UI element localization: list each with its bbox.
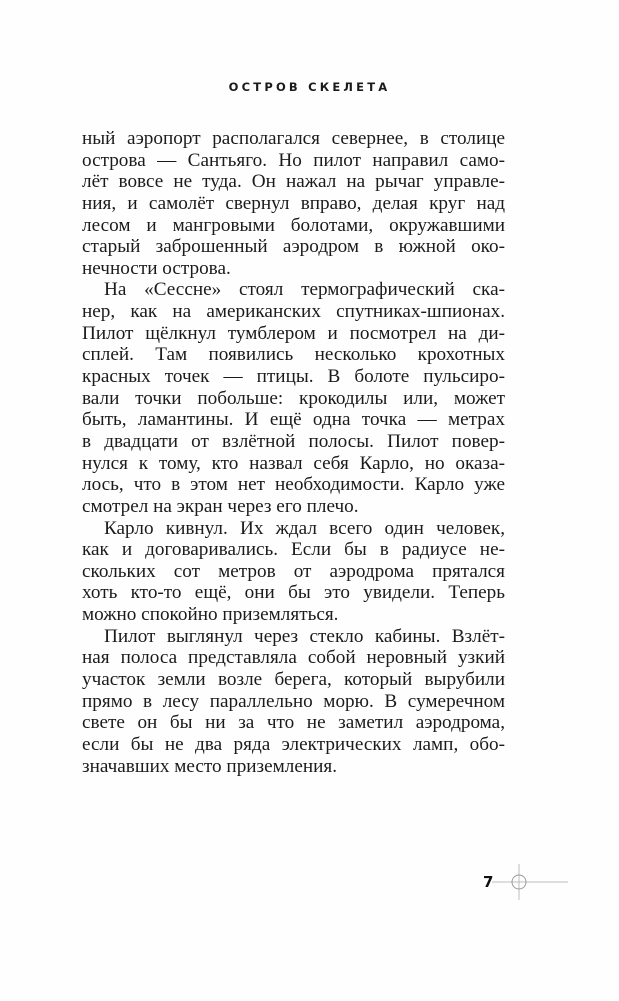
text-line: Пилот щёлкнул тумблером и посмотрел на ди- bbox=[82, 322, 505, 344]
text-line: в двадцати от взлётной полосы. Пилот повер- bbox=[82, 430, 505, 452]
text-line: Карло кивнул. Их ждал всего один человек, bbox=[104, 517, 505, 539]
text-line: участок земли возле берега, который вырубили bbox=[82, 669, 505, 691]
text-line: свете он бы ни за что не заметил аэродрома, bbox=[82, 712, 505, 734]
paragraph bbox=[82, 279, 505, 517]
text-line: На «Сессне» стоял термографический ска- bbox=[104, 279, 505, 301]
text-line: лось, что в этом нет необходимости. Карло уже bbox=[82, 474, 505, 496]
body-text bbox=[82, 128, 505, 777]
text-line: смотрел на экран через его плечо. bbox=[82, 495, 359, 517]
text-line: старый заброшенный аэродром в южной око- bbox=[82, 236, 505, 258]
text-line: хоть кто-то ещё, они бы это увидели. Теперь bbox=[82, 582, 505, 604]
text-line: сплей. Там появились несколько крохотных bbox=[82, 344, 505, 366]
text-line: скольких сот метров от аэродрома прятался bbox=[82, 560, 505, 582]
text-line: нечности острова. bbox=[82, 257, 231, 279]
paragraph bbox=[82, 518, 505, 626]
text-line: острова — Сантьяго. Но пилот направил само- bbox=[82, 149, 505, 171]
text-line: прямо в лесу параллельно морю. В сумеречном bbox=[82, 690, 505, 712]
text-line: нулся к тому, кто назвал себя Карло, но оказа- bbox=[82, 452, 505, 474]
text-line: лёт вовсе не туда. Он нажал на рычаг управле- bbox=[82, 171, 505, 193]
text-line: ния, и самолёт свернул вправо, делая круг над bbox=[82, 192, 505, 214]
text-line: ный аэропорт располагался севернее, в столице bbox=[82, 128, 505, 149]
text-line: нер, как на американских спутниках-шпионах. bbox=[82, 301, 505, 323]
paragraph bbox=[82, 626, 505, 777]
text-line: лесом и мангровыми болотами, окружавшими bbox=[82, 214, 505, 236]
text-line: можно спокойно приземляться. bbox=[82, 604, 339, 626]
text-line: значавших место приземления. bbox=[82, 755, 338, 777]
text-line: если бы не два ряда электрических ламп, обо- bbox=[82, 733, 505, 755]
running-head: ОСТРОВ СКЕЛЕТА bbox=[228, 80, 391, 94]
registration-crosshair-icon bbox=[490, 862, 570, 902]
text-line: ная полоса представляла собой неровный узкий bbox=[82, 647, 505, 669]
text-line: вали точки побольше: крокодилы или, может bbox=[82, 387, 505, 409]
text-line: Пилот выглянул через стекло кабины. Взлёт- bbox=[104, 625, 505, 647]
paragraph bbox=[82, 128, 505, 279]
text-line: красных точек — птицы. В болоте пульсиро- bbox=[82, 366, 505, 388]
text-line: быть, ламантины. И ещё одна точка — метрах bbox=[82, 409, 505, 431]
page-number: 7 bbox=[483, 873, 494, 891]
text-line: как и договаривались. Если бы в радиусе не- bbox=[82, 539, 505, 561]
